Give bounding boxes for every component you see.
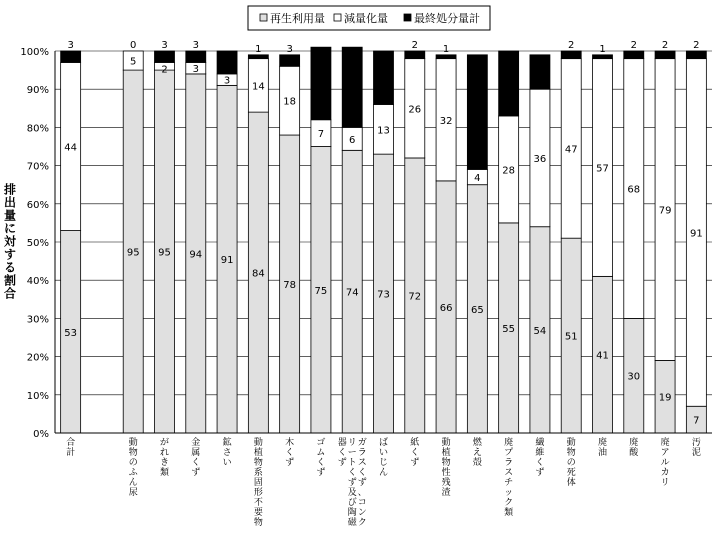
x-tick-label (285, 436, 294, 468)
x-tick-char: 物 (128, 448, 138, 458)
x-tick-char: ふ (128, 468, 138, 478)
x-tick-char: 固 (253, 478, 263, 488)
x-tick-char: く (191, 458, 201, 468)
x-tick-label (442, 436, 451, 498)
bar-segment (248, 55, 268, 59)
x-tick-label (379, 436, 388, 478)
x-tick-char: 燃 (472, 438, 482, 448)
data-label: 44 (64, 142, 78, 154)
data-label: 95 (158, 247, 171, 259)
x-tick-char: 動 (441, 438, 451, 448)
data-label: 78 (283, 280, 297, 292)
x-tick-char: く (337, 448, 347, 458)
x-tick-label (316, 437, 325, 478)
x-tick-char: ラ (357, 448, 367, 458)
x-tick-char: 尿 (128, 488, 138, 498)
x-tick-char: 植 (441, 448, 451, 458)
y-tick-label: 70% (26, 161, 49, 173)
x-tick-char: 殻 (472, 458, 482, 468)
data-label: 94 (189, 249, 203, 261)
data-label: 5 (130, 56, 137, 68)
x-tick-char: 性 (441, 468, 451, 478)
data-label: 19 (658, 392, 672, 404)
legend-label: 最終処分量計 (414, 12, 480, 25)
x-tick-char: 及 (347, 488, 357, 498)
data-label: 3 (192, 64, 199, 76)
x-tick-char: プ (504, 448, 514, 458)
legend-label: 再生利用量 (270, 12, 325, 25)
data-label: 30 (627, 371, 641, 383)
x-tick-char: く (347, 468, 357, 478)
x-tick-char: ラ (504, 458, 514, 468)
x-tick-char: ず (285, 458, 295, 468)
x-tick-char: 汚 (691, 438, 701, 448)
x-tick-char: 計 (66, 448, 76, 458)
x-tick-char: ん (378, 468, 389, 478)
x-tick-char: ト (347, 458, 357, 468)
x-tick-char: 鉱 (222, 438, 232, 448)
x-tick-char: ず (337, 458, 347, 468)
x-tick-char: 合 (66, 438, 76, 448)
x-tick-char: ず (347, 478, 357, 488)
x-tick-char: の (128, 458, 138, 468)
x-tick-char: 死 (566, 468, 576, 478)
x-tick-char: く (285, 448, 295, 458)
x-tick-char: ル (660, 458, 670, 468)
bar-segment (405, 51, 425, 59)
x-tick-char: カ (660, 468, 670, 478)
data-label: 2 (568, 40, 575, 51)
x-tick-char: ー (347, 448, 357, 458)
x-tick-label (692, 437, 701, 458)
x-tick-char: 植 (253, 448, 263, 458)
x-tick-char: ず (410, 458, 420, 468)
data-label: 17 (501, 79, 516, 91)
x-tick-char: ス (504, 468, 514, 478)
x-tick-char: ガ (357, 438, 367, 448)
x-tick-label (535, 436, 544, 478)
x-tick-char: い (378, 448, 389, 458)
y-tick-label: 0% (33, 429, 49, 440)
bar-segment (561, 51, 581, 59)
y-tick-label: 10% (26, 390, 49, 402)
x-tick-char: 木 (285, 438, 295, 448)
bars (61, 47, 707, 433)
x-tick-label (661, 436, 670, 488)
x-tick-char: 動 (253, 438, 263, 448)
bar-segment (186, 51, 206, 62)
bar-segment (280, 55, 300, 66)
x-tick-char: 廃 (629, 438, 639, 448)
data-label: 7 (317, 129, 325, 141)
data-label: 2 (693, 40, 700, 51)
x-tick-char: 金 (191, 438, 201, 448)
data-label: 54 (533, 325, 547, 337)
data-label: 57 (596, 163, 609, 175)
y-tick-label: 100% (20, 47, 49, 58)
data-label: 3 (223, 75, 231, 87)
bar-segment (61, 51, 81, 62)
x-tick-char: 残 (441, 478, 451, 488)
x-tick-char: が (159, 438, 170, 448)
data-label: 6 (223, 58, 231, 70)
data-label: 2 (411, 40, 418, 51)
x-tick-char: く (316, 458, 326, 468)
x-tick-char: 、 (357, 488, 367, 498)
x-tick-label (223, 436, 233, 468)
x-tick-char: ア (660, 448, 670, 458)
x-tick-char: れ (159, 448, 170, 458)
data-label: 30 (470, 108, 485, 120)
x-tick-label (254, 436, 263, 528)
data-label: 91 (220, 255, 234, 267)
x-tick-label (160, 437, 169, 478)
data-label: 66 (439, 302, 453, 314)
data-label: 91 (689, 228, 703, 240)
x-tick-char: 陶 (347, 508, 357, 518)
data-label: 21 (345, 83, 360, 95)
y-tick-label: 20% (26, 352, 49, 364)
x-tick-label (66, 436, 75, 458)
x-tick-char: 酸 (629, 448, 639, 458)
x-tick-char: ム (316, 448, 326, 458)
data-label: 14 (376, 73, 391, 85)
x-tick-char: い (222, 458, 232, 468)
data-label: 65 (470, 304, 484, 316)
data-label: 18 (283, 96, 297, 108)
x-tick-char: 形 (253, 488, 263, 498)
bar-segment (686, 51, 706, 59)
x-tick-char: 類 (159, 468, 170, 478)
x-tick-char: 系 (253, 468, 263, 478)
x-tick-char: ゴ (316, 438, 326, 448)
x-tick-char: ず (316, 468, 326, 478)
x-tick-char: 渣 (441, 488, 451, 498)
data-label: 36 (533, 153, 547, 165)
data-label: 3 (286, 43, 293, 55)
legend-swatch (404, 14, 411, 21)
x-tick-label (598, 436, 607, 458)
data-label: 41 (596, 350, 609, 362)
x-tick-char: く (535, 458, 545, 468)
data-label: 32 (439, 115, 453, 127)
data-label: 3 (161, 40, 168, 51)
x-tick-char: 動 (128, 438, 138, 448)
x-tick-char: 廃 (597, 438, 608, 448)
x-tick-char: 紙 (410, 438, 420, 448)
bar-segment (624, 51, 644, 59)
data-label: 14 (251, 81, 265, 93)
x-tick-char: ン (357, 508, 367, 518)
x-tick-char: ず (191, 468, 201, 478)
x-tick-char: 属 (191, 448, 201, 458)
legend-swatch (334, 14, 341, 21)
data-label: 2 (161, 64, 168, 76)
data-label: 19 (313, 79, 328, 91)
x-tick-char: え (472, 448, 482, 458)
x-tick-char: 廃 (660, 438, 670, 448)
y-tick-label: 60% (26, 199, 49, 211)
x-tick-char: ク (504, 498, 514, 508)
x-tick-char: く (410, 448, 420, 458)
data-label: 9 (536, 68, 544, 80)
data-label: 95 (126, 247, 140, 259)
x-tick-char: ク (357, 518, 367, 528)
x-tick-label (129, 436, 138, 498)
x-tick-char: 物 (253, 518, 263, 528)
legend (248, 6, 490, 30)
data-label: 3 (192, 40, 199, 51)
x-tick-char: き (159, 458, 170, 468)
data-label: 79 (658, 205, 672, 217)
x-tick-char: 繊 (535, 438, 545, 448)
x-tick-char: 体 (566, 478, 576, 488)
x-tick-char: ず (535, 468, 545, 478)
x-tick-char: び (347, 498, 357, 508)
bar-segment (155, 51, 175, 62)
x-tick-char: 維 (535, 448, 545, 458)
data-label: 72 (408, 291, 422, 303)
x-tick-char: 油 (597, 448, 608, 458)
data-label: 28 (502, 165, 516, 177)
legend-swatch (260, 14, 267, 21)
x-tick-char: 類 (504, 508, 514, 518)
x-tick-label (473, 436, 483, 468)
data-label: 1 (599, 43, 606, 55)
x-tick-char: ず (357, 478, 367, 488)
data-label: 2 (630, 40, 637, 51)
x-tick-char: 器 (337, 438, 347, 448)
x-tick-label (410, 436, 419, 468)
y-tick-label: 80% (26, 123, 49, 135)
data-label: 68 (627, 184, 641, 196)
x-tick-char: コ (357, 498, 367, 508)
x-tick-char: 泥 (691, 448, 701, 458)
x-tick-char: 不 (253, 498, 263, 508)
x-tick-char: ス (357, 458, 367, 468)
x-tick-char: 磁 (347, 518, 357, 528)
data-label: 26 (408, 104, 422, 116)
x-tick-char: ん (128, 478, 138, 488)
x-tick-char: リ (660, 478, 670, 488)
x-tick-label (504, 436, 513, 518)
x-tick-char: 物 (566, 448, 576, 458)
bar-segment (655, 51, 675, 59)
bar-segment (593, 55, 613, 59)
data-label: 84 (251, 268, 265, 280)
data-label: 73 (377, 289, 390, 301)
data-label: 6 (349, 134, 356, 146)
x-tick-char: 要 (253, 508, 263, 518)
data-label: 53 (64, 327, 78, 339)
y-tick-label: 30% (26, 314, 49, 326)
data-label: 1 (255, 43, 262, 55)
bar-segment (436, 55, 456, 59)
y-axis-label: 排出量に対する割合 (3, 182, 17, 301)
x-tick-char: ッ (504, 488, 514, 498)
x-tick-char: リ (347, 438, 357, 448)
x-tick-char: チ (504, 478, 514, 488)
x-tick-char: 物 (253, 458, 263, 468)
x-tick-char: 物 (441, 458, 451, 468)
data-label: 55 (502, 323, 516, 335)
x-tick-char: ば (378, 438, 389, 448)
y-tick-label: 90% (26, 85, 49, 97)
data-label: 13 (377, 125, 390, 137)
x-tick-label (567, 436, 576, 488)
x-tick-label (191, 436, 200, 478)
data-label: 0 (130, 40, 137, 51)
data-label: 1 (442, 43, 450, 55)
legend-label: 減量化量 (344, 12, 388, 25)
data-label: 4 (474, 173, 481, 185)
x-tick-char: 動 (566, 438, 576, 448)
data-label: 47 (564, 144, 578, 156)
x-tick-char: 廃 (504, 438, 514, 448)
data-label: 7 (693, 415, 700, 427)
x-tick-char: さ (222, 448, 232, 458)
data-label: 75 (314, 285, 328, 297)
x-tick-label (629, 436, 639, 458)
x-tick-label (338, 437, 367, 528)
data-label: 51 (564, 331, 578, 343)
x-tick-char: く (357, 468, 367, 478)
x-tick-char: の (566, 458, 576, 468)
data-label: 74 (345, 287, 359, 299)
data-label: 3 (67, 40, 74, 51)
y-tick-label: 40% (26, 276, 49, 288)
x-tick-char: じ (378, 458, 389, 468)
y-tick-label: 50% (26, 238, 49, 249)
data-label: 2 (661, 40, 669, 51)
